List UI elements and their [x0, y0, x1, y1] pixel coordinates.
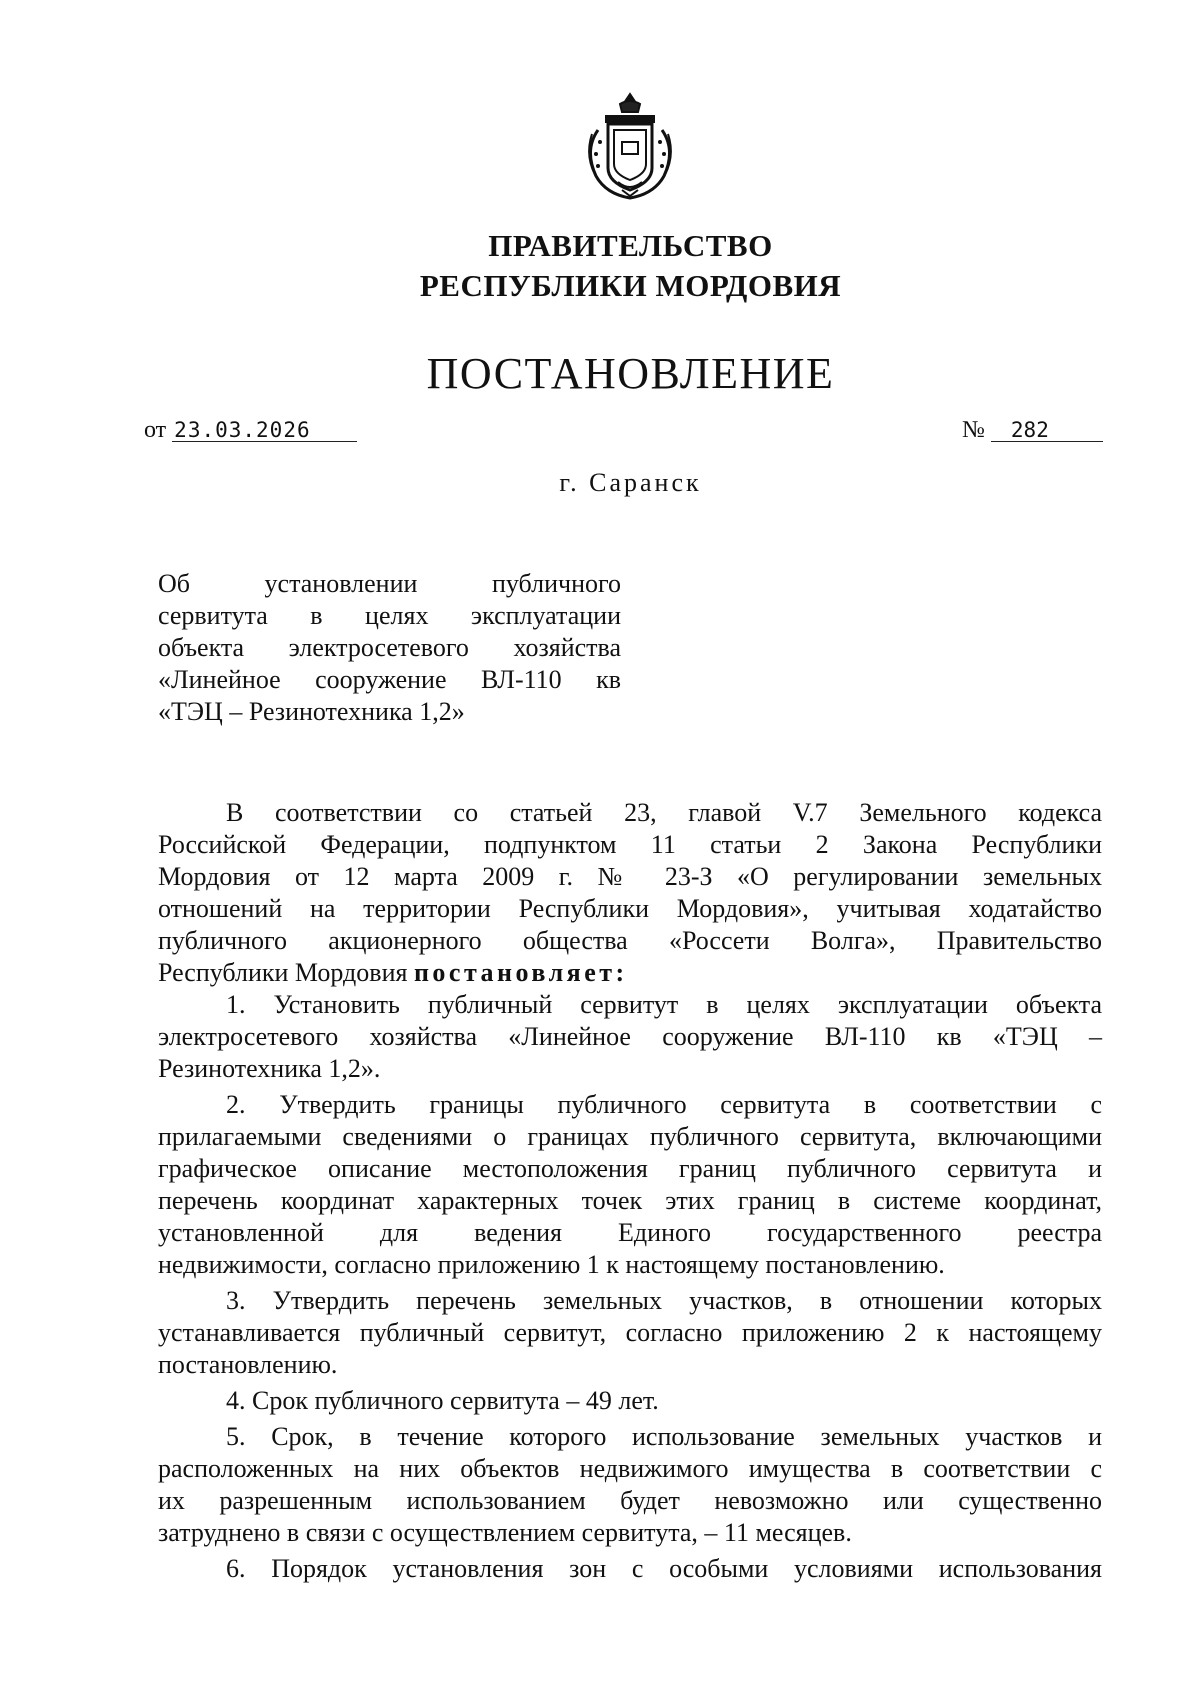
coat-of-arms-icon: [578, 90, 682, 202]
number-prefix: №: [962, 417, 985, 443]
body-line-last: [158, 957, 1102, 989]
item-6: [158, 1553, 1102, 1585]
body-line: затруднено в связи с осуществлением сервитута, – 11 месяцев.: [158, 1518, 852, 1547]
body-line: устанавливается публичный сервитут, согласно приложению 2 к настоящему: [158, 1318, 1102, 1347]
decree-word: постановляет:: [413, 958, 628, 987]
document-date: [144, 417, 357, 444]
body-line: графическое описание местоположения границ публичного сервитута и: [158, 1154, 1102, 1183]
body-line: 6. Порядок установления зон с особыми условиями использования: [226, 1554, 1102, 1583]
item-1: [158, 989, 1102, 1085]
body-line: Российской Федерации, подпунктом 11 статьи 2 Закона Республики: [158, 830, 1102, 859]
body-line: недвижимости, согласно приложению 1 к настоящему постановлению.: [158, 1250, 945, 1279]
date-value: 23.03.2026: [172, 419, 356, 442]
subject-line: объекта электросетевого хозяйства: [158, 633, 621, 662]
document-subject: [158, 568, 621, 728]
body-line: публичного акционерного общества «Россети Волга», Правительство: [158, 926, 1102, 955]
preamble-paragraph: [158, 797, 1102, 989]
body-line: их разрешенным использованием будет невозможно или существенно: [158, 1486, 1102, 1515]
body-line: отношений на территории Республики Мордовия», учитывая ходатайство: [158, 894, 1102, 923]
body-line: постановлению.: [158, 1350, 338, 1379]
date-prefix: от: [144, 417, 167, 443]
body-line: Резинотехника 1,2».: [158, 1054, 381, 1083]
subject-line: «ТЭЦ – Резинотехника 1,2»: [158, 697, 465, 726]
body-line: прилагаемыми сведениями о границах публичного сервитута, включающими: [158, 1122, 1102, 1151]
item-3: [158, 1285, 1102, 1381]
body-line: 5. Срок, в течение которого использование земельных участков и: [226, 1422, 1102, 1451]
preamble-last-text: Республики Мордовия: [158, 958, 414, 987]
item-4: [158, 1385, 1102, 1417]
document-type-title: ПОСТАНОВЛЕНИЕ: [426, 349, 835, 398]
item-5: [158, 1421, 1102, 1549]
document-number: [962, 417, 1103, 444]
document-body: [158, 797, 1102, 1585]
item-2: [158, 1089, 1102, 1281]
city-name: г. Саранск: [559, 468, 702, 497]
body-line: 3. Утвердить перечень земельных участков, в отношении которых: [226, 1286, 1102, 1315]
body-line: 1. Установить публичный сервитут в целях эксплуатации объекта: [226, 990, 1102, 1019]
subject-line: сервитута в целях эксплуатации: [158, 601, 621, 630]
body-line: электросетевого хозяйства «Линейное сооружение ВЛ-110 кв «ТЭЦ –: [158, 1022, 1102, 1051]
body-line: 2. Утвердить границы публичного сервитута в соответствии с: [226, 1090, 1102, 1119]
number-value: 282: [991, 419, 1103, 442]
government-name-line2: РЕСПУБЛИКИ МОРДОВИЯ: [419, 268, 842, 303]
body-line: Мордовия от 12 марта 2009 г. № 23-З «О регулировании земельных: [158, 862, 1102, 891]
body-line: перечень координат характерных точек этих границ в системе координат,: [158, 1186, 1102, 1215]
government-name-line1: ПРАВИТЕЛЬСТВО: [488, 228, 773, 263]
body-line: расположенных на них объектов недвижимого имущества в соответствии с: [158, 1454, 1102, 1483]
subject-line: Об установлении публичного: [158, 569, 621, 598]
subject-line: «Линейное сооружение ВЛ-110 кв: [158, 665, 621, 694]
body-line: установленной для ведения Единого государственного реестра: [158, 1218, 1102, 1247]
body-line: В соответствии со статьей 23, главой V.7 Земельного кодекса: [226, 798, 1102, 827]
body-line: 4. Срок публичного сервитута – 49 лет.: [226, 1386, 659, 1415]
